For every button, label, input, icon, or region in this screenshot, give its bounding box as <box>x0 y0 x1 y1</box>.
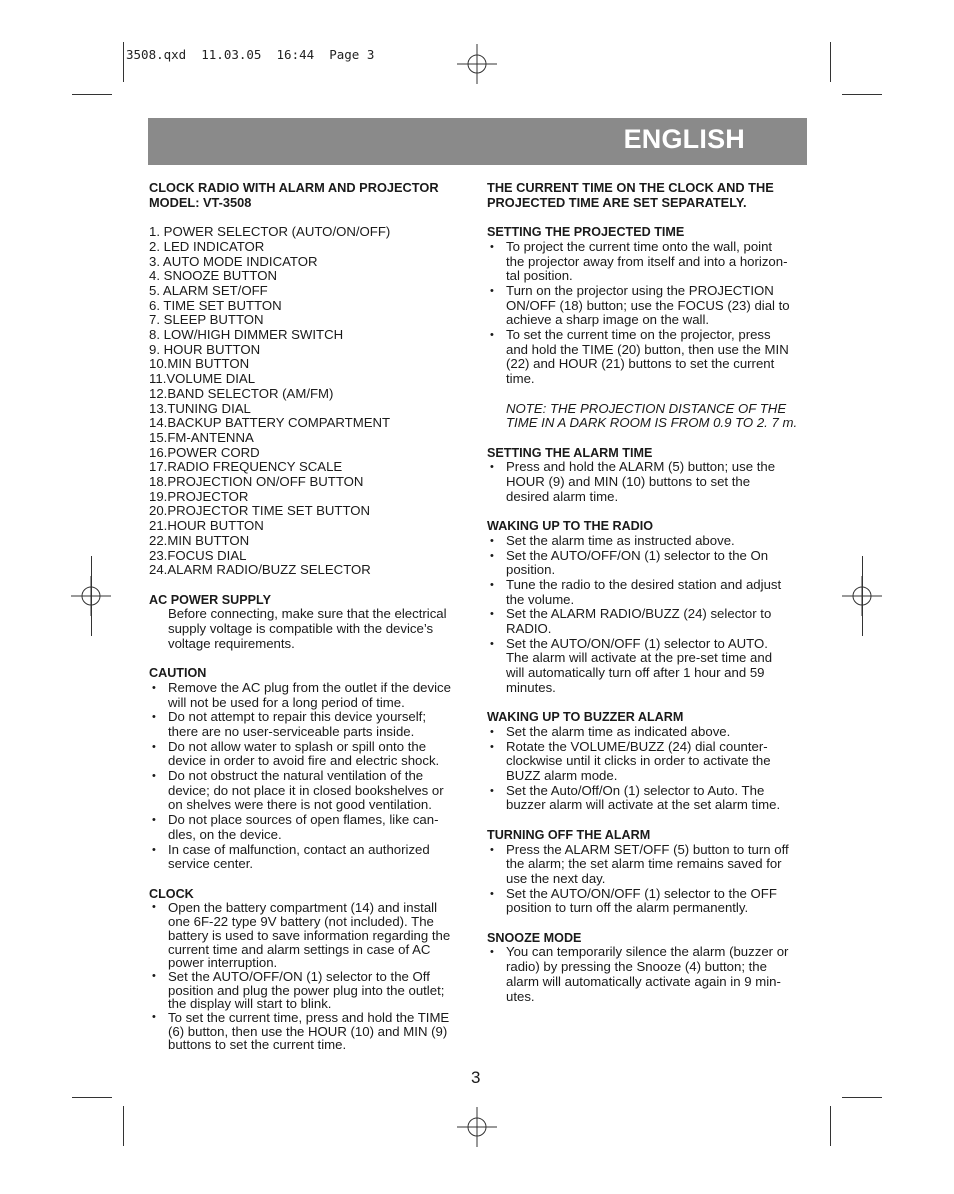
section-heading: WAKING UP TO BUZZER ALARM <box>487 710 684 725</box>
right-column <box>487 181 809 1004</box>
parts-list-item: 22.MIN BUTTON <box>149 532 250 548</box>
bullet-icon: • <box>490 329 494 342</box>
text-line: (22) and HOUR (21) buttons to set the current <box>506 356 775 372</box>
text-line: Turn on the projector using the PROJECTION <box>506 282 774 298</box>
text-line: battery is used to save information regarding the <box>168 927 451 943</box>
list-item <box>487 945 809 1004</box>
crop-mark <box>842 94 882 95</box>
parts-list-item: 5. ALARM SET/OFF <box>149 282 268 298</box>
intro-heading: THE CURRENT TIME ON THE CLOCK AND THE PROJECTED TIME ARE SET SEPARATELY. <box>487 180 774 210</box>
list-item <box>487 725 809 740</box>
bullet-icon: • <box>490 725 494 738</box>
parts-list-item: 13.TUNING DIAL <box>149 400 251 416</box>
parts-list-item: 7. SLEEP BUTTON <box>149 312 264 328</box>
bullet-icon: • <box>490 637 494 650</box>
text-line: Remove the AC plug from the outlet if the device <box>168 679 451 695</box>
list-item <box>487 784 809 813</box>
text-line: device; do not place it in closed bookshelves or <box>168 782 444 798</box>
text-line: Set the alarm time as instructed above. <box>506 532 735 548</box>
projected-list <box>487 240 809 387</box>
list-item <box>487 549 809 578</box>
text-line: Set the AUTO/ON/OFF (1) selector to the OFF <box>506 885 777 901</box>
text-line: device in order to avoid fire and electric shock. <box>168 753 440 769</box>
bullet-icon: • <box>152 1011 156 1024</box>
bullet-icon: • <box>490 549 494 562</box>
text-line: You can temporarily silence the alarm (buzzer or <box>506 944 789 960</box>
text-line: position. <box>506 562 556 578</box>
list-item <box>487 284 809 328</box>
crop-mark <box>123 1106 124 1146</box>
parts-list-item: 6. TIME SET BUTTON <box>149 297 282 313</box>
list-item <box>149 740 471 769</box>
parts-list-item: 4. SNOOZE BUTTON <box>149 268 277 284</box>
text-line: Press the ALARM SET/OFF (5) button to turn off <box>506 841 789 857</box>
list-item <box>149 769 471 813</box>
bullet-icon: • <box>152 814 156 827</box>
buzzer-list <box>487 725 809 813</box>
bullet-icon: • <box>490 461 494 474</box>
text-line: there are no user-serviceable parts inside. <box>168 723 415 739</box>
bullet-icon: • <box>490 784 494 797</box>
crop-mark <box>91 556 92 636</box>
clock-list <box>149 901 471 1052</box>
list-item <box>487 637 809 696</box>
parts-list-item: 8. LOW/HIGH DIMMER SWITCH <box>149 327 344 343</box>
list-item <box>487 843 809 887</box>
text-line: Do not obstruct the natural ventilation of the <box>168 768 424 784</box>
text-line: Set the ALARM RADIO/BUZZ (24) selector to <box>506 606 772 622</box>
section-heading: TURNING OFF THE ALARM <box>487 827 651 842</box>
list-item <box>487 887 809 916</box>
text-line: Open the battery compartment (14) and install <box>168 900 438 916</box>
crop-mark <box>862 556 863 636</box>
text-line: achieve a sharp image on the wall. <box>506 312 710 328</box>
text-line: desired alarm time. <box>506 488 619 504</box>
parts-list-item: 11.VOLUME DIAL <box>149 371 256 387</box>
parts-list-item: 15.FM-ANTENNA <box>149 429 254 445</box>
text-line: buzzer alarm will activate at the set alarm time. <box>506 797 781 813</box>
bullet-icon: • <box>490 534 494 547</box>
text-line: Set the AUTO/ON/OFF (1) selector to AUTO. <box>506 635 768 651</box>
parts-list-item: 2. LED INDICATOR <box>149 238 265 254</box>
parts-list-item: 9. HOUR BUTTON <box>149 341 261 357</box>
text-line: utes. <box>506 988 535 1004</box>
text-line: Before connecting, make sure that the electrical <box>168 606 447 622</box>
text-line: will not be used for a long period of time. <box>168 694 405 710</box>
text-line: position and plug the power plug into the outlet; <box>168 982 445 998</box>
text-line: the volume. <box>506 591 575 607</box>
text-line: current time and alarm settings in case of AC <box>168 941 431 957</box>
bullet-icon: • <box>490 946 494 959</box>
section-heading: CAUTION <box>149 666 207 681</box>
parts-list-item: 17.RADIO FREQUENCY SCALE <box>149 459 343 475</box>
list-item <box>487 534 809 549</box>
text-line: In case of malfunction, contact an authorized <box>168 841 430 857</box>
parts-list-item: 20.PROJECTOR TIME SET BUTTON <box>149 503 371 519</box>
bullet-icon: • <box>490 843 494 856</box>
text-line: RADIO. <box>506 621 552 637</box>
text-line: the projector away from itself and into a horizon- <box>506 253 788 269</box>
print-slug: 3508.qxd 11.03.05 16:44 Page 3 <box>126 47 375 62</box>
text-line: the display will start to blink. <box>168 996 332 1012</box>
parts-list-item: 16.POWER CORD <box>149 444 260 460</box>
list-item <box>487 740 809 784</box>
section-heading: WAKING UP TO THE RADIO <box>487 519 654 534</box>
parts-list-item: 19.PROJECTOR <box>149 488 249 504</box>
parts-list-item: 21.HOUR BUTTON <box>149 518 264 534</box>
text-line: service center. <box>168 856 254 872</box>
text-line: To set the current time, press and hold the TIME <box>168 1010 450 1026</box>
text-line: (6) button, then use the HOUR (10) and MIN (9) <box>168 1023 448 1039</box>
text-line: Rotate the VOLUME/BUZZ (24) dial counter- <box>506 738 768 754</box>
list-item <box>487 240 809 284</box>
parts-list-item: 1. POWER SELECTOR (AUTO/ON/OFF) <box>149 224 391 240</box>
bullet-icon: • <box>490 240 494 253</box>
text-line: Set the AUTO/OFF/ON (1) selector to the On <box>506 547 769 563</box>
list-item <box>487 328 809 387</box>
list-item <box>149 843 471 872</box>
bullet-icon: • <box>152 711 156 724</box>
alarm-time-list <box>487 460 809 504</box>
text-line: will automatically turn off after 1 hour and 59 <box>506 665 765 681</box>
turnoff-list <box>487 843 809 917</box>
text-line: Set the AUTO/OFF/ON (1) selector to the Off <box>168 968 430 984</box>
bullet-icon: • <box>490 887 494 900</box>
bullet-icon: • <box>152 969 156 982</box>
bullet-icon: • <box>152 843 156 856</box>
crop-mark <box>830 42 831 82</box>
text-line: one 6F-22 type 9V battery (not included). The <box>168 914 434 930</box>
text-line: Press and hold the ALARM (5) button; use the <box>506 459 776 475</box>
text-line: Tune the radio to the desired station and adjust <box>506 576 782 592</box>
parts-list-item: 18.PROJECTION ON/OFF BUTTON <box>149 474 364 490</box>
projection-note: NOTE: THE PROJECTION DISTANCE OF THE TIME IN A DARK ROOM IS FROM 0.9 TO 2. 7 m. <box>506 400 798 431</box>
list-item <box>149 681 471 710</box>
list-item <box>149 1011 471 1052</box>
bullet-icon: • <box>490 608 494 621</box>
section-heading: AC POWER SUPPLY <box>149 592 271 607</box>
section-heading: SETTING THE ALARM TIME <box>487 445 653 460</box>
text-line: HOUR (9) and MIN (10) buttons to set the <box>506 474 751 490</box>
language-banner <box>148 118 807 165</box>
text-line: To project the current time onto the wall, point <box>506 238 773 254</box>
text-line: voltage requirements. <box>168 635 295 651</box>
bullet-icon: • <box>490 578 494 591</box>
product-title: CLOCK RADIO WITH ALARM AND PROJECTOR MODEL: VT-3508 <box>149 180 439 210</box>
page-number: 3 <box>471 1068 481 1087</box>
parts-list-item: 24.ALARM RADIO/BUZZ SELECTOR <box>149 562 371 578</box>
text-line: buttons to set the current time. <box>168 1037 347 1053</box>
crop-mark <box>72 1097 112 1098</box>
text-line: on shelves were there is not good ventilation. <box>168 797 432 813</box>
page-title: ENGLISH <box>623 124 745 154</box>
text-line: dles, on the device. <box>168 826 282 842</box>
text-line: BUZZ alarm mode. <box>506 768 618 784</box>
caution-list <box>149 681 471 872</box>
section-heading: SETTING THE PROJECTED TIME <box>487 225 685 240</box>
text-line: power interruption. <box>168 955 278 971</box>
left-column <box>149 181 471 1052</box>
crop-mark <box>123 42 124 82</box>
registration-mark-icon <box>457 44 497 84</box>
list-item <box>487 460 809 504</box>
list-item <box>487 607 809 636</box>
text-line: the alarm; the set alarm time remains saved for <box>506 856 782 872</box>
text-line: tal position. <box>506 268 573 284</box>
text-line: supply voltage is compatible with the device’s <box>168 621 434 637</box>
list-item <box>149 710 471 739</box>
text-line: alarm will automatically activate again in 9 min- <box>506 973 781 989</box>
text-line: Do not allow water to splash or spill onto the <box>168 738 427 754</box>
text-line: minutes. <box>506 679 556 695</box>
bullet-icon: • <box>152 681 156 694</box>
snooze-list <box>487 945 809 1004</box>
text-line: ON/OFF (18) button; use the FOCUS (23) dial to <box>506 297 790 313</box>
parts-list-item: 10.MIN BUTTON <box>149 356 250 372</box>
parts-list-item: 14.BACKUP BATTERY COMPARTMENT <box>149 415 391 431</box>
parts-list-item: 12.BAND SELECTOR (AM/FM) <box>149 385 334 401</box>
crop-mark <box>830 1106 831 1146</box>
text-line: The alarm will activate at the pre-set time and <box>506 650 773 666</box>
parts-list <box>149 225 471 578</box>
parts-list-item: 3. AUTO MODE INDICATOR <box>149 253 318 269</box>
registration-mark-icon <box>457 1107 497 1147</box>
bullet-icon: • <box>152 740 156 753</box>
crop-mark <box>72 94 112 95</box>
text-line: radio) by pressing the Snooze (4) button; the <box>506 959 767 975</box>
list-item <box>487 578 809 607</box>
text-line: Do not place sources of open flames, like can- <box>168 812 439 828</box>
text-line: position to turn off the alarm permanently. <box>506 900 749 916</box>
bullet-icon: • <box>152 770 156 783</box>
text-line: Do not attempt to repair this device yourself; <box>168 709 427 725</box>
section-heading: CLOCK <box>149 886 194 901</box>
text-line: To set the current time on the projector, press <box>506 327 771 343</box>
text-line: clockwise until it clicks in order to activate the <box>506 753 771 769</box>
bullet-icon: • <box>490 284 494 297</box>
list-item <box>149 813 471 842</box>
text-line: time. <box>506 371 535 387</box>
text-line: and hold the TIME (20) button, then use the MIN <box>506 341 789 357</box>
text-line: Set the alarm time as indicated above. <box>506 723 731 739</box>
list-item <box>149 970 471 1011</box>
bullet-icon: • <box>490 740 494 753</box>
text-line: use the next day. <box>506 870 606 886</box>
bullet-icon: • <box>152 901 156 914</box>
text-line: Set the Auto/Off/On (1) selector to Auto. The <box>506 782 765 798</box>
ac-power-text <box>149 607 471 651</box>
parts-list-item: 23.FOCUS DIAL <box>149 547 247 563</box>
section-heading: SNOOZE MODE <box>487 930 582 945</box>
radio-list <box>487 534 809 696</box>
list-item <box>149 901 471 970</box>
crop-mark <box>842 1097 882 1098</box>
